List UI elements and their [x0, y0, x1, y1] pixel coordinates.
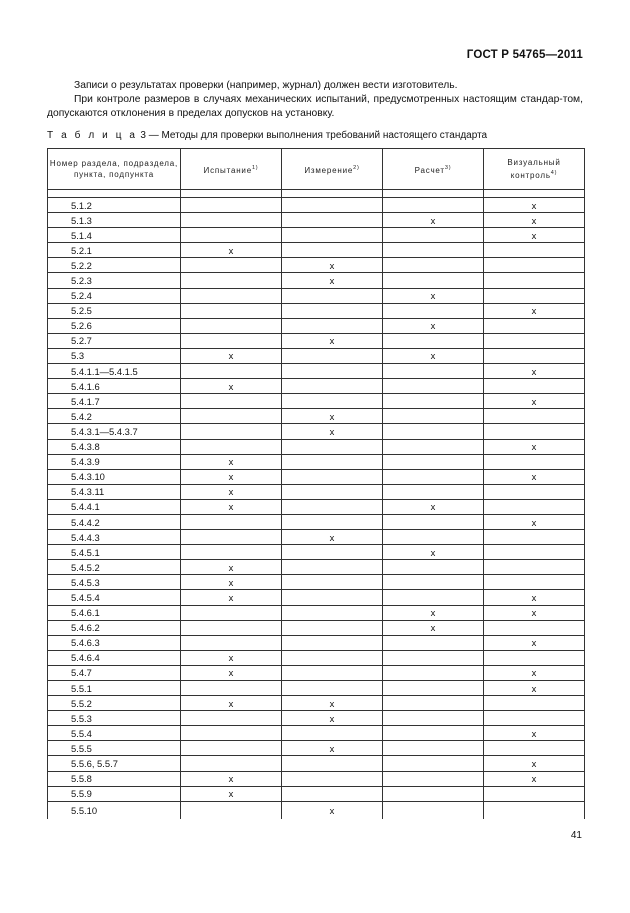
check-cell-test: x	[181, 499, 282, 514]
check-cell-measure	[282, 681, 383, 696]
check-cell-visual: x	[484, 771, 585, 786]
col-header-calc	[383, 149, 484, 190]
check-cell-calc	[383, 696, 484, 711]
section-number-cell: 5.4.1.7	[48, 394, 181, 409]
table-caption	[47, 130, 487, 141]
section-number-cell: 5.4.6.3	[48, 635, 181, 650]
check-cell-measure	[282, 318, 383, 333]
check-cell-measure: x	[282, 801, 383, 819]
table-row	[48, 394, 585, 409]
check-cell-measure	[282, 243, 383, 258]
check-cell-visual	[484, 620, 585, 635]
check-cell-calc	[383, 726, 484, 741]
section-number-cell: 5.4.3.8	[48, 439, 181, 454]
check-cell-test	[181, 288, 282, 303]
check-cell-visual	[484, 711, 585, 726]
check-cell-visual	[484, 696, 585, 711]
check-cell-visual: x	[484, 681, 585, 696]
check-cell-test: x	[181, 469, 282, 484]
check-cell-measure: x	[282, 741, 383, 756]
check-cell-measure	[282, 635, 383, 650]
check-cell-test	[181, 333, 282, 348]
check-cell-calc	[383, 514, 484, 529]
section-number-cell: 5.4.1.6	[48, 379, 181, 394]
check-cell-measure	[282, 590, 383, 605]
table-row	[48, 303, 585, 318]
check-cell-visual	[484, 273, 585, 288]
check-cell-measure	[282, 575, 383, 590]
check-cell-visual: x	[484, 364, 585, 379]
check-cell-test	[181, 620, 282, 635]
table-row	[48, 756, 585, 771]
table-caption-text: 3 — Методы для проверки выполнения требований настоящего стандарта	[137, 130, 488, 141]
check-cell-test: x	[181, 786, 282, 801]
check-cell-calc	[383, 424, 484, 439]
check-cell-measure	[282, 454, 383, 469]
section-number-cell: 5.5.8	[48, 771, 181, 786]
check-cell-measure	[282, 560, 383, 575]
section-number-cell: 5.4.5.1	[48, 545, 181, 560]
check-cell-visual	[484, 333, 585, 348]
check-cell-test	[181, 424, 282, 439]
check-cell-visual	[484, 545, 585, 560]
check-cell-visual	[484, 575, 585, 590]
check-cell-calc: x	[383, 605, 484, 620]
section-number-cell: 5.5.6, 5.5.7	[48, 756, 181, 771]
col-header-label: Испытание	[203, 165, 252, 175]
section-number-cell: 5.2.5	[48, 303, 181, 318]
check-cell-calc	[383, 801, 484, 819]
intro-text	[47, 79, 583, 121]
table-caption-label: Т а б л и ц а	[47, 130, 138, 141]
check-cell-measure	[282, 726, 383, 741]
section-number-cell: 5.4.5.4	[48, 590, 181, 605]
check-cell-calc	[383, 394, 484, 409]
section-number-cell: 5.5.9	[48, 786, 181, 801]
check-cell-calc: x	[383, 288, 484, 303]
check-cell-measure	[282, 288, 383, 303]
table-row	[48, 348, 585, 363]
check-cell-calc: x	[383, 620, 484, 635]
footnote-ref: 1)	[251, 164, 259, 171]
table-row	[48, 228, 585, 243]
table-row	[48, 741, 585, 756]
section-number-cell: 5.2.7	[48, 333, 181, 348]
check-cell-measure	[282, 650, 383, 665]
check-cell-calc	[383, 665, 484, 680]
spacer-cell	[282, 190, 383, 198]
check-cell-test: x	[181, 348, 282, 363]
check-cell-visual	[484, 288, 585, 303]
section-number-cell: 5.5.10	[48, 801, 181, 819]
table-row	[48, 545, 585, 560]
page-number: 41	[570, 830, 582, 841]
check-cell-visual	[484, 741, 585, 756]
table-row	[48, 499, 585, 514]
header-spacer-row	[48, 190, 585, 198]
check-cell-measure	[282, 620, 383, 635]
check-cell-visual	[484, 379, 585, 394]
document-code: ГОСТ Р 54765—2011	[466, 49, 583, 61]
table-row	[48, 469, 585, 484]
table-row	[48, 333, 585, 348]
check-cell-calc	[383, 273, 484, 288]
table-row	[48, 409, 585, 424]
check-cell-calc: x	[383, 213, 484, 228]
table-row	[48, 635, 585, 650]
intro-paragraph-2: При контроле размеров в случаях механических испытаний, предусмотренных настоящим стандар-том, допускаются отклонения в пределах допусков на установку.	[47, 94, 583, 119]
check-cell-visual: x	[484, 213, 585, 228]
check-cell-test: x	[181, 665, 282, 680]
check-cell-visual: x	[484, 726, 585, 741]
section-number-cell: 5.4.3.1—5.4.3.7	[48, 424, 181, 439]
check-cell-test	[181, 439, 282, 454]
check-cell-test	[181, 213, 282, 228]
section-number-cell: 5.4.7	[48, 665, 181, 680]
check-cell-test	[181, 681, 282, 696]
spacer-cell	[48, 190, 181, 198]
table-row	[48, 514, 585, 529]
check-cell-test	[181, 545, 282, 560]
check-cell-visual: x	[484, 439, 585, 454]
check-cell-visual	[484, 348, 585, 363]
section-number-cell: 5.5.5	[48, 741, 181, 756]
check-cell-measure	[282, 484, 383, 499]
check-cell-calc	[383, 741, 484, 756]
check-cell-calc	[383, 711, 484, 726]
col-header-label: Визуальный контроль	[507, 158, 561, 180]
check-cell-calc	[383, 333, 484, 348]
section-number-cell: 5.2.6	[48, 318, 181, 333]
check-cell-measure: x	[282, 696, 383, 711]
check-cell-calc	[383, 575, 484, 590]
table-row	[48, 726, 585, 741]
section-number-cell: 5.4.1.1—5.4.1.5	[48, 364, 181, 379]
section-number-cell: 5.1.3	[48, 213, 181, 228]
check-cell-test: x	[181, 243, 282, 258]
check-cell-measure: x	[282, 530, 383, 545]
section-number-cell: 5.1.2	[48, 198, 181, 213]
check-cell-calc	[383, 590, 484, 605]
check-cell-measure	[282, 756, 383, 771]
footnote-ref: 2)	[353, 164, 360, 171]
check-cell-calc	[383, 454, 484, 469]
col-header-label: Расчет	[414, 165, 445, 175]
table-row	[48, 424, 585, 439]
check-cell-calc	[383, 484, 484, 499]
table-row	[48, 379, 585, 394]
check-cell-test	[181, 198, 282, 213]
check-cell-calc: x	[383, 499, 484, 514]
section-number-cell: 5.4.4.3	[48, 530, 181, 545]
col-header-section	[48, 149, 181, 190]
table-row	[48, 484, 585, 499]
check-cell-visual	[484, 786, 585, 801]
section-number-cell: 5.5.4	[48, 726, 181, 741]
check-cell-calc: x	[383, 348, 484, 363]
check-cell-visual	[484, 650, 585, 665]
check-cell-visual	[484, 409, 585, 424]
check-cell-calc	[383, 439, 484, 454]
section-number-cell: 5.5.2	[48, 696, 181, 711]
check-cell-test	[181, 273, 282, 288]
section-number-cell: 5.4.6.2	[48, 620, 181, 635]
table-row	[48, 786, 585, 801]
table-header-row	[48, 149, 585, 190]
spacer-cell	[484, 190, 585, 198]
table-row	[48, 771, 585, 786]
check-cell-visual: x	[484, 469, 585, 484]
col-header-label: Измерение	[304, 165, 354, 175]
check-cell-test: x	[181, 696, 282, 711]
check-cell-calc	[383, 469, 484, 484]
check-cell-visual	[484, 454, 585, 469]
check-cell-test	[181, 258, 282, 273]
methods-table	[47, 148, 585, 819]
section-number-cell: 5.2.4	[48, 288, 181, 303]
check-cell-test: x	[181, 590, 282, 605]
check-cell-visual: x	[484, 198, 585, 213]
footnote-ref: 4)	[550, 170, 558, 176]
check-cell-test	[181, 318, 282, 333]
check-cell-calc: x	[383, 545, 484, 560]
check-cell-visual: x	[484, 635, 585, 650]
section-number-cell: 5.4.3.10	[48, 469, 181, 484]
section-number-cell: 5.5.3	[48, 711, 181, 726]
check-cell-calc	[383, 364, 484, 379]
check-cell-measure	[282, 228, 383, 243]
check-cell-test	[181, 303, 282, 318]
table-row	[48, 243, 585, 258]
check-cell-calc	[383, 681, 484, 696]
check-cell-calc	[383, 650, 484, 665]
table-row	[48, 288, 585, 303]
table-row	[48, 273, 585, 288]
check-cell-test	[181, 394, 282, 409]
check-cell-test	[181, 635, 282, 650]
table-row	[48, 439, 585, 454]
check-cell-visual	[484, 424, 585, 439]
spacer-cell	[383, 190, 484, 198]
col-header-measure	[282, 149, 383, 190]
check-cell-test: x	[181, 454, 282, 469]
check-cell-test	[181, 801, 282, 819]
check-cell-test: x	[181, 379, 282, 394]
table-row	[48, 605, 585, 620]
check-cell-measure	[282, 605, 383, 620]
table-row	[48, 364, 585, 379]
table-row	[48, 198, 585, 213]
table-row	[48, 620, 585, 635]
check-cell-measure: x	[282, 424, 383, 439]
check-cell-calc	[383, 243, 484, 258]
check-cell-visual	[484, 560, 585, 575]
check-cell-test	[181, 514, 282, 529]
check-cell-test: x	[181, 650, 282, 665]
check-cell-calc	[383, 379, 484, 394]
check-cell-measure	[282, 303, 383, 318]
intro-paragraph-1: Записи о результатах проверки (например, журнал) должен вести изготовитель.	[74, 80, 458, 91]
check-cell-measure	[282, 771, 383, 786]
check-cell-calc	[383, 771, 484, 786]
check-cell-calc	[383, 228, 484, 243]
check-cell-visual: x	[484, 394, 585, 409]
col-header-label: Номер раздела, подраздела, пункта, подпункта	[49, 159, 179, 179]
check-cell-calc	[383, 409, 484, 424]
check-cell-test	[181, 756, 282, 771]
table-row	[48, 650, 585, 665]
check-cell-measure	[282, 198, 383, 213]
table-row	[48, 590, 585, 605]
check-cell-test: x	[181, 560, 282, 575]
section-number-cell: 5.4.4.2	[48, 514, 181, 529]
check-cell-measure	[282, 394, 383, 409]
check-cell-visual	[484, 243, 585, 258]
check-cell-visual	[484, 499, 585, 514]
section-number-cell: 5.4.5.3	[48, 575, 181, 590]
section-number-cell: 5.5.1	[48, 681, 181, 696]
check-cell-calc	[383, 530, 484, 545]
check-cell-measure: x	[282, 258, 383, 273]
col-header-visual	[484, 149, 585, 190]
check-cell-test	[181, 605, 282, 620]
check-cell-measure	[282, 545, 383, 560]
check-cell-measure	[282, 379, 383, 394]
table-row	[48, 530, 585, 545]
section-number-cell: 5.4.3.9	[48, 454, 181, 469]
check-cell-measure	[282, 213, 383, 228]
check-cell-measure: x	[282, 409, 383, 424]
check-cell-measure	[282, 499, 383, 514]
check-cell-measure	[282, 348, 383, 363]
check-cell-measure	[282, 439, 383, 454]
section-number-cell: 5.4.6.1	[48, 605, 181, 620]
check-cell-test	[181, 228, 282, 243]
check-cell-calc	[383, 303, 484, 318]
table-body	[48, 198, 585, 819]
table-row	[48, 318, 585, 333]
check-cell-measure: x	[282, 273, 383, 288]
table-row	[48, 801, 585, 819]
check-cell-test	[181, 741, 282, 756]
check-cell-calc	[383, 560, 484, 575]
check-cell-calc	[383, 258, 484, 273]
check-cell-test: x	[181, 575, 282, 590]
check-cell-visual: x	[484, 303, 585, 318]
check-cell-test	[181, 409, 282, 424]
table-row	[48, 665, 585, 680]
check-cell-test	[181, 364, 282, 379]
check-cell-visual	[484, 258, 585, 273]
col-header-test	[181, 149, 282, 190]
section-number-cell: 5.4.2	[48, 409, 181, 424]
footnote-ref: 3)	[444, 164, 452, 171]
table-row	[48, 560, 585, 575]
check-cell-visual: x	[484, 605, 585, 620]
table-row	[48, 454, 585, 469]
table-row	[48, 213, 585, 228]
table-row	[48, 575, 585, 590]
table-row	[48, 696, 585, 711]
check-cell-measure	[282, 514, 383, 529]
check-cell-calc	[383, 786, 484, 801]
check-cell-measure: x	[282, 333, 383, 348]
check-cell-visual: x	[484, 590, 585, 605]
check-cell-test: x	[181, 771, 282, 786]
check-cell-measure	[282, 469, 383, 484]
check-cell-test	[181, 530, 282, 545]
spacer-cell	[181, 190, 282, 198]
section-number-cell: 5.4.3.11	[48, 484, 181, 499]
check-cell-visual	[484, 801, 585, 819]
check-cell-calc	[383, 198, 484, 213]
check-cell-test	[181, 711, 282, 726]
check-cell-visual	[484, 318, 585, 333]
section-number-cell: 5.4.4.1	[48, 499, 181, 514]
check-cell-visual: x	[484, 665, 585, 680]
table-row	[48, 681, 585, 696]
section-number-cell: 5.3	[48, 348, 181, 363]
section-number-cell: 5.4.6.4	[48, 650, 181, 665]
check-cell-measure	[282, 364, 383, 379]
check-cell-visual: x	[484, 514, 585, 529]
check-cell-measure: x	[282, 711, 383, 726]
check-cell-visual	[484, 484, 585, 499]
check-cell-measure	[282, 786, 383, 801]
check-cell-calc: x	[383, 318, 484, 333]
check-cell-calc	[383, 635, 484, 650]
section-number-cell: 5.2.3	[48, 273, 181, 288]
section-number-cell: 5.2.2	[48, 258, 181, 273]
table-row	[48, 711, 585, 726]
check-cell-visual: x	[484, 756, 585, 771]
section-number-cell: 5.1.4	[48, 228, 181, 243]
section-number-cell: 5.2.1	[48, 243, 181, 258]
check-cell-test: x	[181, 484, 282, 499]
table-row	[48, 258, 585, 273]
section-number-cell: 5.4.5.2	[48, 560, 181, 575]
check-cell-visual: x	[484, 228, 585, 243]
check-cell-test	[181, 726, 282, 741]
check-cell-measure	[282, 665, 383, 680]
check-cell-calc	[383, 756, 484, 771]
check-cell-visual	[484, 530, 585, 545]
